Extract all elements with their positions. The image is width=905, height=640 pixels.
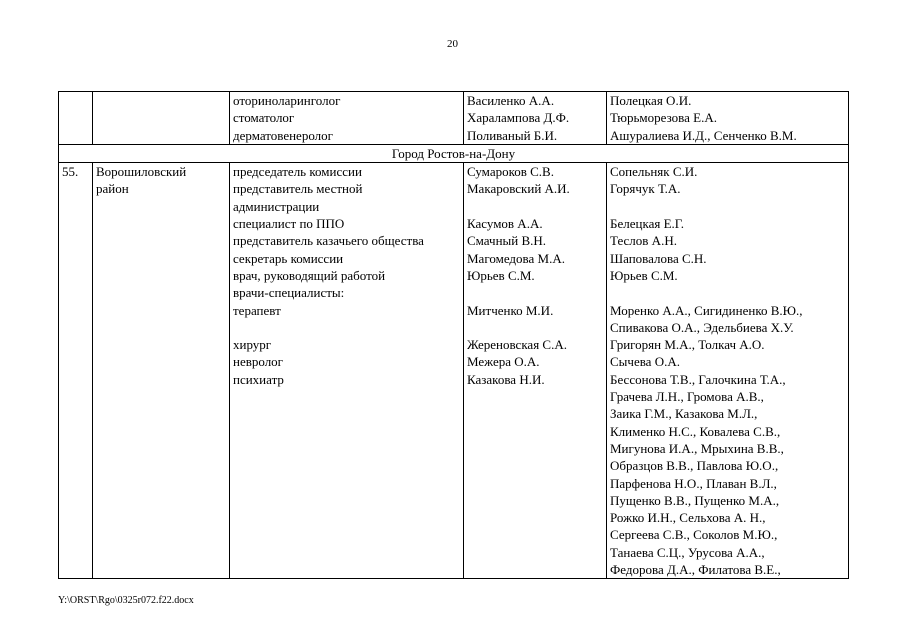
alt-member-line: Клименко Н.С., Ковалева С.В., (610, 423, 781, 439)
main-member-line: Касумов А.А. (467, 216, 543, 232)
role-line: терапевт (233, 302, 281, 318)
role-line: председатель комиссии (233, 164, 362, 180)
page-number: 20 (447, 38, 458, 50)
role-line (233, 319, 460, 336)
table-row-entry (59, 163, 849, 579)
alt-member-cell (607, 92, 849, 145)
alt-member-line: Теслов А.Н. (610, 233, 677, 249)
footer-file-path: Y:\ORST\Rgo\0325r072.f22.docx (58, 595, 194, 606)
alt-member-line: Тюрьморезова Е.А. (610, 110, 717, 126)
district-line: Ворошиловский (96, 164, 187, 180)
alt-member-line: Юрьев С.М. (610, 267, 678, 283)
district-line: район (96, 181, 129, 197)
alt-member-line: Заика Г.М., Казакова М.Л., (610, 406, 758, 422)
role-line: врач, руководящий работой (233, 267, 386, 283)
alt-member-line: Танаева С.Ц., Урусова А.А., (610, 544, 765, 560)
main-member-line: Казакова Н.И. (467, 371, 545, 387)
main-member-line: Василенко А.А. (467, 93, 555, 108)
role-line: специалист по ППО (233, 216, 345, 232)
main-member-line: Жереновская С.А. (467, 337, 567, 353)
alt-member-line: Грачева Л.Н., Громова А.В., (610, 389, 764, 405)
main-member-line (467, 319, 603, 336)
alt-member-line: Шаповалова С.Н. (610, 250, 707, 266)
main-member-line: Сумароков С.В. (467, 164, 554, 180)
alt-member-line: Сопельняк С.И. (610, 164, 698, 180)
main-member-line: Поливаный Б.И. (467, 127, 558, 143)
alt-member-line: Григорян М.А., Толкач А.О. (610, 337, 765, 353)
section-title: Город Ростов-на-Дону (59, 144, 849, 162)
alt-member-line: Сычева О.А. (610, 354, 680, 370)
main-member-line: Смачный В.Н. (467, 233, 547, 249)
role-line: администрации (233, 198, 320, 214)
role-line: врачи-специалисты: (233, 285, 345, 301)
main-member-line: Юрьев С.М. (467, 267, 535, 283)
role-line: психиатр (233, 371, 284, 387)
section-row (59, 144, 849, 162)
alt-member-cell (607, 163, 849, 579)
alt-member-line: Белецкая Е.Г. (610, 216, 685, 232)
role-line: дерматовенеролог (233, 127, 333, 143)
district-cell (93, 163, 230, 579)
alt-member-line: Бессонова Т.В., Галочкина Т.А., (610, 371, 786, 387)
main-member-line: Межера О.А. (467, 354, 540, 370)
main-member-line: Макаровский А.И. (467, 181, 570, 197)
alt-member-line: Образцов В.В., Павлова Ю.О., (610, 458, 779, 474)
alt-member-line: Моренко А.А., Сигидиненко В.Ю., (610, 302, 803, 318)
role-line: невролог (233, 354, 284, 370)
alt-member-line: Полецкая О.И. (610, 93, 692, 108)
main-member-cell (464, 92, 607, 145)
role-cell (230, 92, 464, 145)
alt-member-line: Ашуралиева И.Д., Сенченко В.М. (610, 127, 797, 143)
commission-table (58, 91, 849, 579)
alt-member-line: Рожко И.Н., Сельхова А. Н., (610, 510, 766, 526)
alt-member-line: Мигунова И.А., Мрыхина В.В., (610, 440, 784, 456)
alt-member-line: Парфенова Н.О., Плаван В.Л., (610, 475, 777, 491)
role-line: стоматолог (233, 110, 295, 126)
role-line: хирург (233, 337, 272, 353)
alt-member-line: Горячук Т.А. (610, 181, 681, 197)
alt-member-line: Спивакова О.А., Эдельбиева Х.У. (610, 319, 794, 335)
role-line: оториноларинголог (233, 93, 341, 108)
role-line: секретарь комиссии (233, 250, 344, 266)
alt-member-line: Сергеева С.В., Соколов М.Ю., (610, 527, 778, 543)
district-cell (93, 92, 230, 145)
main-member-line (467, 284, 603, 301)
alt-member-line: Пущенко В.В., Пущенко М.А., (610, 492, 780, 508)
entry-number: 55. (59, 163, 93, 579)
main-member-line: Митченко М.И. (467, 302, 554, 318)
alt-member-line (610, 284, 845, 301)
main-member-cell (464, 163, 607, 579)
main-member-line: Харалампова Д.Ф. (467, 110, 570, 126)
alt-member-line (610, 198, 845, 215)
main-member-line (467, 198, 603, 215)
table-row-continued (59, 92, 849, 145)
number-cell (59, 92, 93, 145)
role-cell (230, 163, 464, 579)
role-line: представитель казачьего общества (233, 233, 424, 249)
alt-member-line: Федорова Д.А., Филатова В.Е., (610, 562, 781, 578)
role-line: представитель местной (233, 181, 363, 197)
main-member-line: Магомедова М.А. (467, 250, 565, 266)
